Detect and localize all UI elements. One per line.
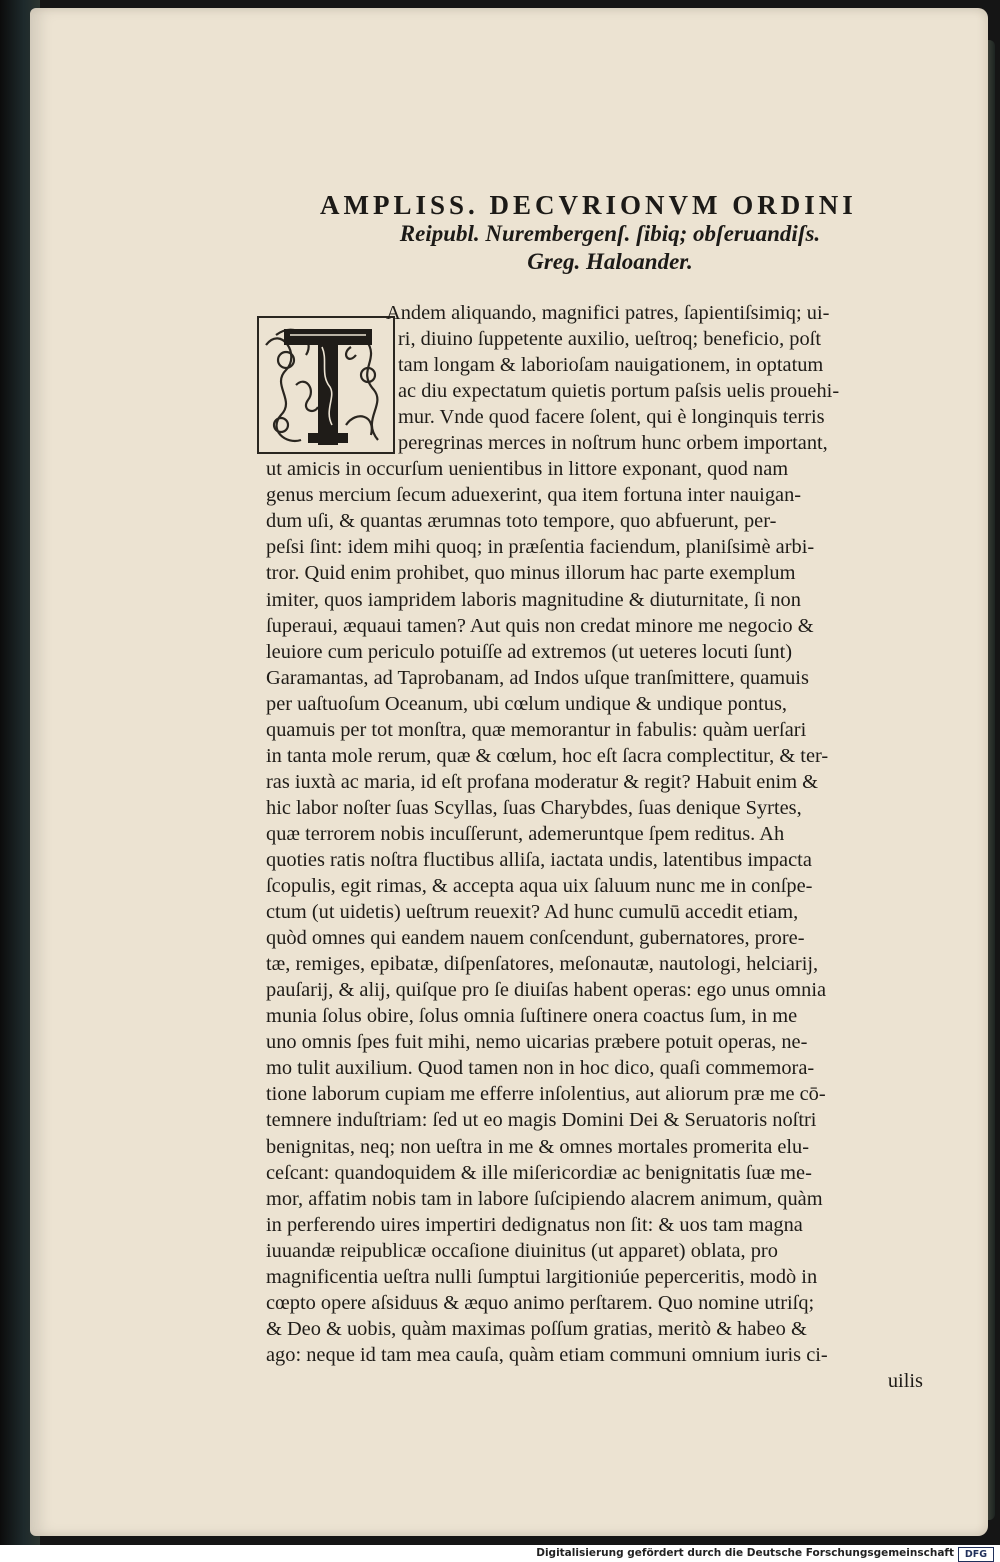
text-line: ri, diuino ſuppetente auxilio, ueſtroq; beneficio, poſt	[398, 328, 822, 351]
text-line: uno omnis ſpes fuit mihi, nemo uicarias præbere potuit operas, ne-	[266, 1031, 808, 1054]
text-line: quòd omnes qui eandem nauem conſcendunt, gubernatores, prore-	[266, 927, 805, 950]
text-line: mo tulit auxilium. Quod tamen non in hoc dico, quaſi commemora-	[266, 1057, 815, 1080]
text-line: munia ſolus obire, ſolus omnia ſuſtinere onera coactus ſum, in me	[266, 1005, 798, 1028]
text-line: quoties ratis noſtra fluctibus alliſa, iactata undis, latentibus impacta	[266, 848, 812, 871]
text-line: tror. Quid enim prohibet, quo minus illorum hac parte exemplum	[266, 562, 796, 585]
text-line: ctum (ut uidetis) ueſtrum reuexit? Ad hunc cumulū accedit etiam,	[266, 901, 799, 924]
text-line: ac diu expectatum quietis portum paſsis uelis prouehi-	[398, 380, 840, 403]
text-line: temnere induſtriam: ſed ut eo magis Domini Dei & Seruatoris noſtri	[266, 1109, 817, 1132]
text-line: in tanta mole rerum, quæ & cœlum, hoc eſt ſacra complectitur, & ter-	[266, 744, 829, 767]
text-line: tæ, remiges, epibatæ, diſpenſatores, meſonautæ, nautologi, helciarij,	[266, 953, 819, 976]
text-line: ſuperaui, æquaui tamen? Aut quis non credat minore me negocio &	[266, 614, 814, 637]
text-line: magnificentia ueſtra nulli ſumptui largitioniúe peperceritis, modò in	[266, 1265, 818, 1288]
text-line: ceſcant: quandoquidem & ille miſericordiæ ac benignitatis ſuæ me-	[266, 1161, 812, 1184]
text-line: ras iuxtà ac maria, id eſt profana moderatur & regit? Habuit enim &	[266, 770, 819, 793]
digitization-credit: Digitalisierung gefördert durch die Deutsche Forschungsgemeinschaft	[536, 1547, 954, 1559]
heading-line-1: AMPLISS. DECVRIONVM ORDINI	[320, 190, 857, 220]
text-line: peſsi ſint: idem mihi quoq; in præſentia faciendum, planiſsimè arbi-	[266, 536, 815, 559]
text-line: pauſarij, & alij, quiſque pro ſe diuiſas habent operas: ego unus omnia	[266, 979, 827, 1002]
text-line: ago: neque id tam mea cauſa, quàm etiam communi omnium iuris ci-	[266, 1343, 828, 1366]
text-line: mur. Vnde quod facere ſolent, qui è longinquis terris	[398, 406, 825, 429]
text-line: Garamantas, ad Taprobanam, ad Indos uſque tranſmittere, quamuis	[266, 666, 809, 689]
text-line: quamuis per tot monſtra, quæ memorantur in fabulis: quàm uerſari	[266, 718, 807, 741]
text-line: cœpto opere aſsiduus & æquo animo perſtarem. Quo nomine utriſq;	[266, 1291, 815, 1314]
text-line: ut amicis in occurſum uenientibus in littore exponant, quod nam	[266, 458, 789, 481]
text-line: dum uſi, & quantas ærumnas toto tempore, quo abfuerunt, per-	[266, 510, 777, 533]
text-line: hic labor noſter ſuas Scyllas, ſuas Charybdes, ſuas denique Syrtes,	[266, 796, 802, 819]
dfg-logo-icon: DFG	[958, 1547, 994, 1562]
dedication-heading	[320, 190, 890, 276]
body-text	[266, 300, 956, 1394]
text-line: imiter, quos iampridem laboris magnitudine & diuturnitate, ſi non	[266, 588, 801, 611]
text-line: tam longam & laborioſam nauigationem, in optatum	[398, 354, 824, 377]
text-line: ſcopulis, egit rimas, & accepta aqua uix ſaluum nunc me in conſpe-	[266, 875, 813, 898]
text-line: mor, affatim nobis tam in labore ſuſcipiendo alacrem animum, quàm	[266, 1187, 823, 1210]
text-line: benignitas, neq; non ueſtra in me & omnes mortales promerita elu-	[266, 1135, 810, 1158]
text-line: leuiore cum periculo potuiſſe ad extremos (ut ueteres locuti ſunt)	[266, 640, 793, 663]
text-line: peregrinas merces in noſtrum hunc orbem important,	[398, 432, 828, 455]
text-line: iuuandæ reipublicæ occaſione diuinitus (ut apparet) oblata, pro	[266, 1239, 778, 1262]
catchword: uilis	[887, 1369, 923, 1392]
text-line: quæ terrorem nobis incuſſerunt, ademeruntque ſpem reditus. Ah	[266, 822, 785, 845]
text-line: genus mercium ſecum aduexerint, qua item fortuna inter nauigan-	[266, 484, 802, 507]
heading-line-2: Reipubl. Nurembergenſ. ſibiq; obſeruandiſs.	[399, 221, 821, 246]
text-line: Andem aliquando, magnifici patres, ſapientiſsimiq; ui-	[386, 302, 830, 324]
text-line: per uaſtuoſum Oceanum, ubi cœlum undique & undique pontus,	[266, 692, 788, 715]
text-line: in perferendo uires impertiri dedignatus non ſit: & uos tam magna	[266, 1213, 803, 1236]
heading-line-3: Greg. Haloander.	[527, 249, 693, 274]
text-line: & Deo & uobis, quàm maximas poſſum gratias, meritò & habeo &	[266, 1317, 807, 1340]
text-line: tione laborum cupiam me efferre inſolentius, aut aliorum præ me cō-	[266, 1083, 826, 1106]
